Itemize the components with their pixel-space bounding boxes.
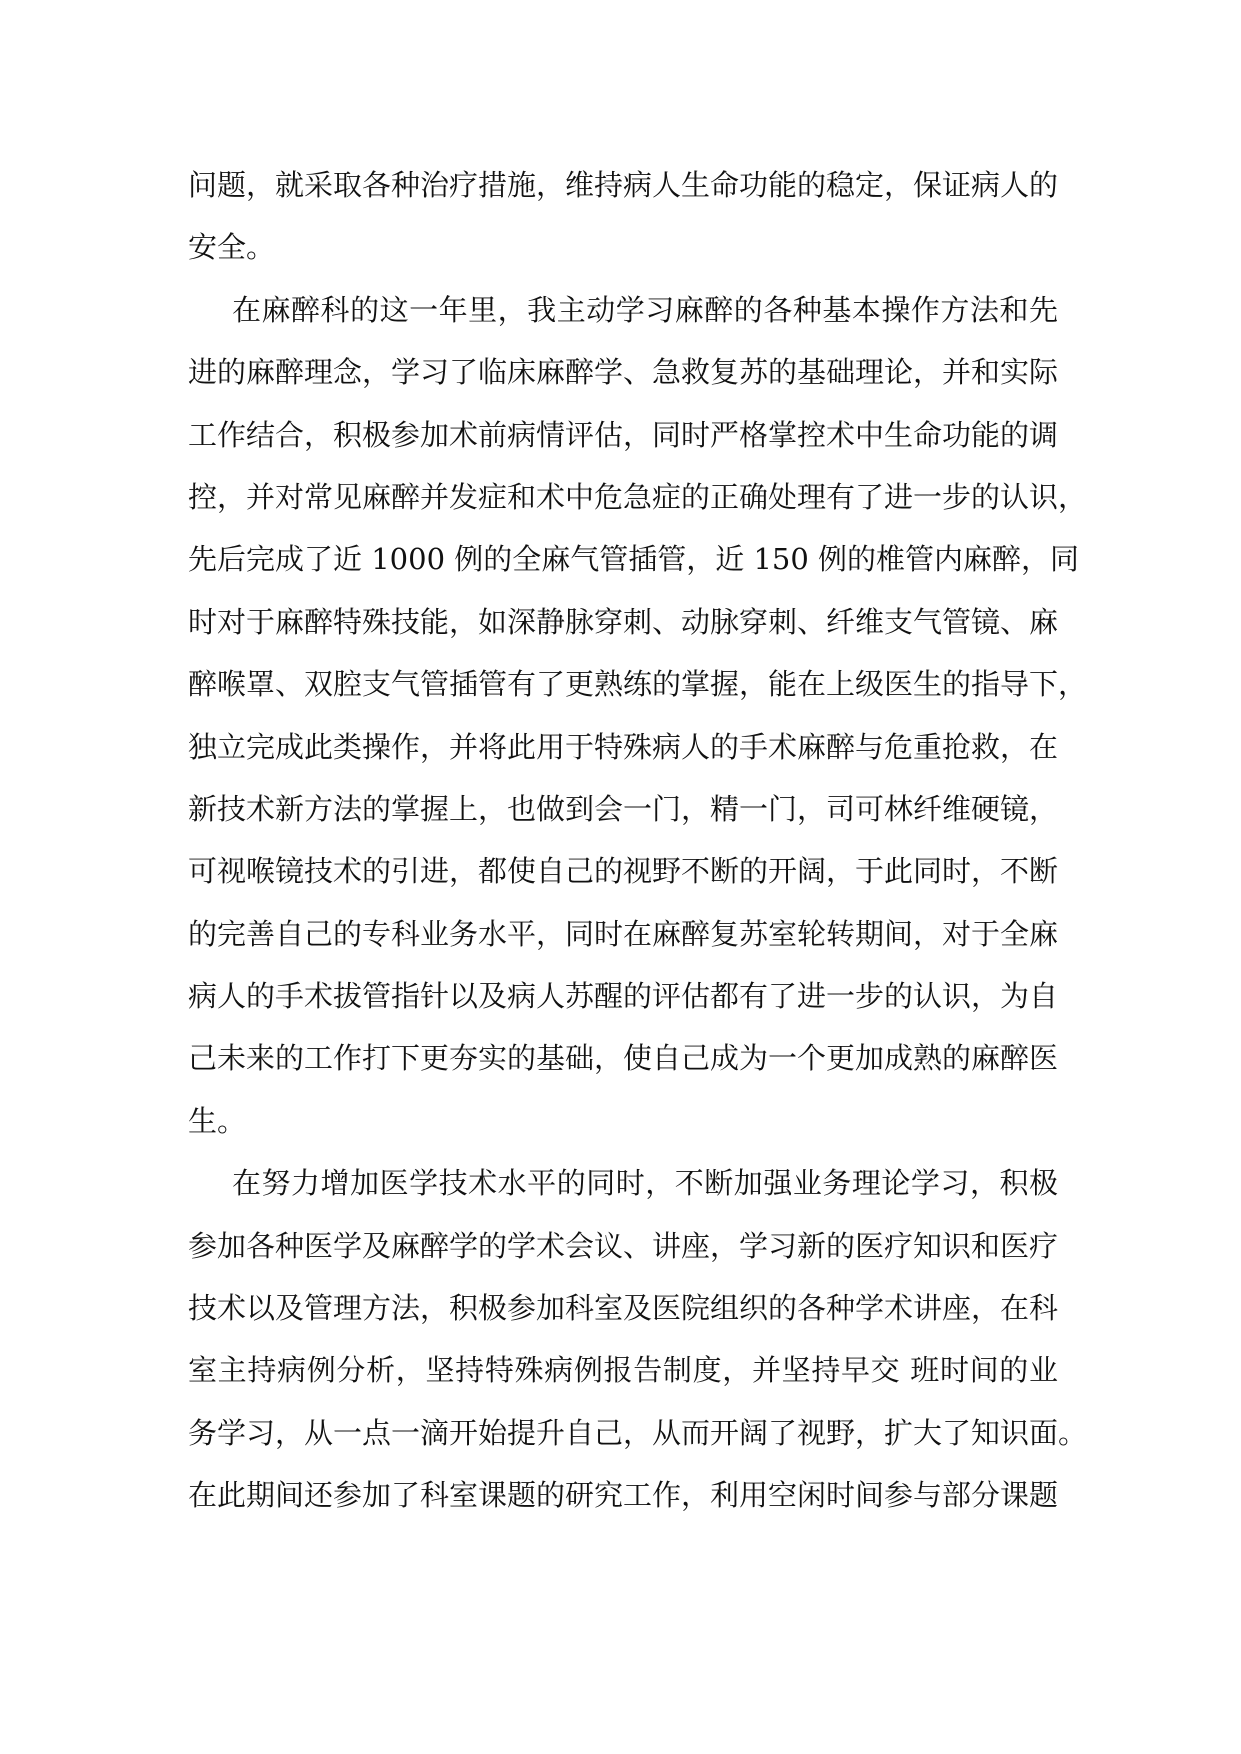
text-line: 时对于麻醉特殊技能，如深静脉穿刺、动脉穿刺、纤维支气管镜、麻: [188, 604, 1059, 639]
text-line: 安全。: [188, 230, 276, 265]
text-line: 醉喉罩、双腔支气管插管有了更熟练的掌握，能在上级医生的指导下，: [188, 667, 1088, 702]
text-line: 务学习，从一点一滴开始提升自己，从而开阔了视野，扩大了知识面。: [188, 1415, 1088, 1450]
text-line: 先后完成了近 1000 例的全麻气管插管，近 150 例的椎管内麻醉，同: [188, 542, 1080, 577]
text-line: 技术以及管理方法，积极参加科室及医院组织的各种学术讲座，在科: [188, 1291, 1059, 1326]
text-line: 在麻醉科的这一年里，我主动学习麻醉的各种基本操作方法和先: [232, 292, 1058, 327]
text-line: 新技术新方法的掌握上，也做到会一门，精一门，司可林纤维硬镜，: [188, 791, 1059, 826]
text-line: 控，并对常见麻醉并发症和术中危急症的正确处理有了进一步的认识，: [188, 479, 1088, 514]
text-line: 在此期间还参加了科室课题的研究工作，利用空闲时间参与部分课题: [188, 1478, 1059, 1513]
document-body: [188, 154, 1088, 1527]
text-line: 可视喉镜技术的引进，都使自己的视野不断的开阔，于此同时，不断: [188, 854, 1059, 889]
text-line: 己未来的工作打下更夯实的基础，使自己成为一个更加成熟的麻醉医: [188, 1041, 1059, 1076]
text-line: 进的麻醉理念，学习了临床麻醉学、急救复苏的基础理论，并和实际: [188, 355, 1059, 390]
text-line: 室主持病例分析，坚持特殊病例报告制度，并坚持早交 班时间的业: [188, 1353, 1058, 1388]
text-line: 工作结合，积极参加术前病情评估，同时严格掌控术中生命功能的调: [188, 417, 1059, 452]
text-line: 生。: [188, 1103, 247, 1138]
text-line: 在努力增加医学技术水平的同时，不断加强业务理论学习，积极: [232, 1166, 1058, 1201]
text-line: 问题，就采取各种治疗措施，维持病人生命功能的稳定，保证病人的: [188, 168, 1059, 202]
text-line: 的完善自己的专科业务水平，同时在麻醉复苏室轮转期间，对于全麻: [188, 916, 1059, 951]
text-line: 独立完成此类操作，并将此用于特殊病人的手术麻醉与危重抢救，在: [188, 729, 1059, 764]
text-line: 参加各种医学及麻醉学的学术会议、讲座，学习新的医疗知识和医疗: [188, 1228, 1059, 1263]
text-line: 病人的手术拔管指针以及病人苏醒的评估都有了进一步的认识，为自: [188, 979, 1059, 1014]
